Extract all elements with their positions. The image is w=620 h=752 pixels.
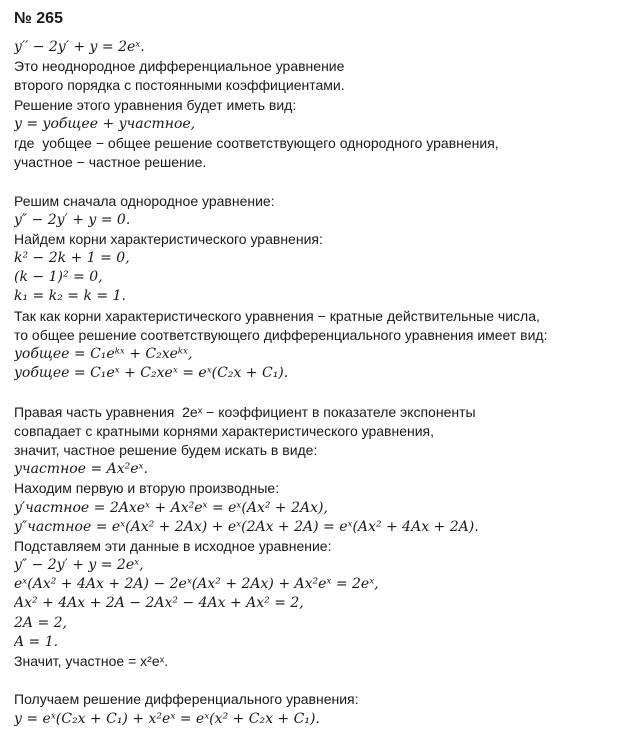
formula-line: yобщее = C₁eᵏˣ + C₂xeᵏˣ, xyxy=(14,346,193,362)
text-line: значит, частное решение будем искать в виде: xyxy=(14,441,318,458)
text-line: Находим первую и вторую производные: xyxy=(14,480,280,497)
text-line: Правая часть уравнения 2eˣ − коэффициент в показателе экспоненты xyxy=(14,403,476,420)
blank-line xyxy=(14,383,610,402)
blank-line xyxy=(14,671,610,690)
text-line: где yобщее − общее решение соответствующего однородного уравнения, xyxy=(14,134,499,151)
formula-line: eˣ(Ax² + 4Ax + 2A) − 2eˣ(Ax² + 2Ax) + Ax²eˣ = 2eˣ, xyxy=(14,576,379,593)
formula-line: y = eˣ(C₂x + C₁) + x²eˣ = eˣ(x² + C₂x + C₁). xyxy=(14,710,320,727)
formula-line: k₁ = k₂ = k = 1. xyxy=(14,288,126,305)
formula-line: A = 1. xyxy=(14,633,59,650)
text-line: Найдем корни характеристического уравнения: xyxy=(14,230,323,247)
formula-line: y′′ − 2y′ + y = 2eˣ. xyxy=(14,39,145,55)
formula-line: k² − 2k + 1 = 0, xyxy=(14,250,130,267)
formula-line: y″ − 2y′ + y = 0. xyxy=(14,211,131,228)
text-line: Значит, yчастное = x²eˣ. xyxy=(14,653,169,669)
text-line: Решение этого уравнения будет иметь вид: xyxy=(14,96,297,113)
formula-line: y = yобщее + yчастное, xyxy=(14,115,196,132)
problem-number: № 265 xyxy=(14,10,63,27)
formula-line: y″ − 2y′ + y = 2eˣ, xyxy=(14,557,144,574)
formula-line: yобщее = C₁eˣ + C₂xeˣ = eˣ(C₂x + C₁). xyxy=(14,365,289,382)
text-line: то общее решение соответствующего дифференциального уравнения имеет вид: xyxy=(14,326,548,343)
formula-line: y″частное = eˣ(Ax² + 2Ax) + eˣ(2Ax + 2A) = eˣ(Ax² + 4Ax + 2A). xyxy=(14,518,479,535)
formula-line: y′частное = 2Axeˣ + Ax²eˣ = eˣ(Ax² + 2Ax), xyxy=(14,499,328,516)
formula-line: (k − 1)² = 0, xyxy=(14,269,103,286)
text-line: Так как корни характеристического уравнения − кратные действительные числа, xyxy=(14,307,540,324)
text-line: yчастное − частное решение. xyxy=(14,154,207,171)
formula-line: yчастное = Ax²eˣ. xyxy=(14,461,148,478)
text-line: совпадает с кратными корнями характеристического уравнения, xyxy=(14,422,435,439)
text-line: Решим сначала однородное уравнение: xyxy=(14,192,275,209)
text-line: Это неоднородное дифференциальное уравнение xyxy=(14,58,345,75)
text-line: второго порядка с постоянными коэффициентами. xyxy=(14,77,345,94)
text-line: Получаем решение дифференциального уравнения: xyxy=(14,691,359,708)
solution-body xyxy=(14,38,610,729)
formula-line: Ax² + 4Ax + 2A − 2Ax² − 4Ax + Ax² = 2, xyxy=(14,595,304,612)
formula-line: 2A = 2, xyxy=(14,614,68,631)
text-line: Подставляем эти данные в исходное уравнение: xyxy=(14,537,332,554)
blank-line xyxy=(14,172,610,191)
